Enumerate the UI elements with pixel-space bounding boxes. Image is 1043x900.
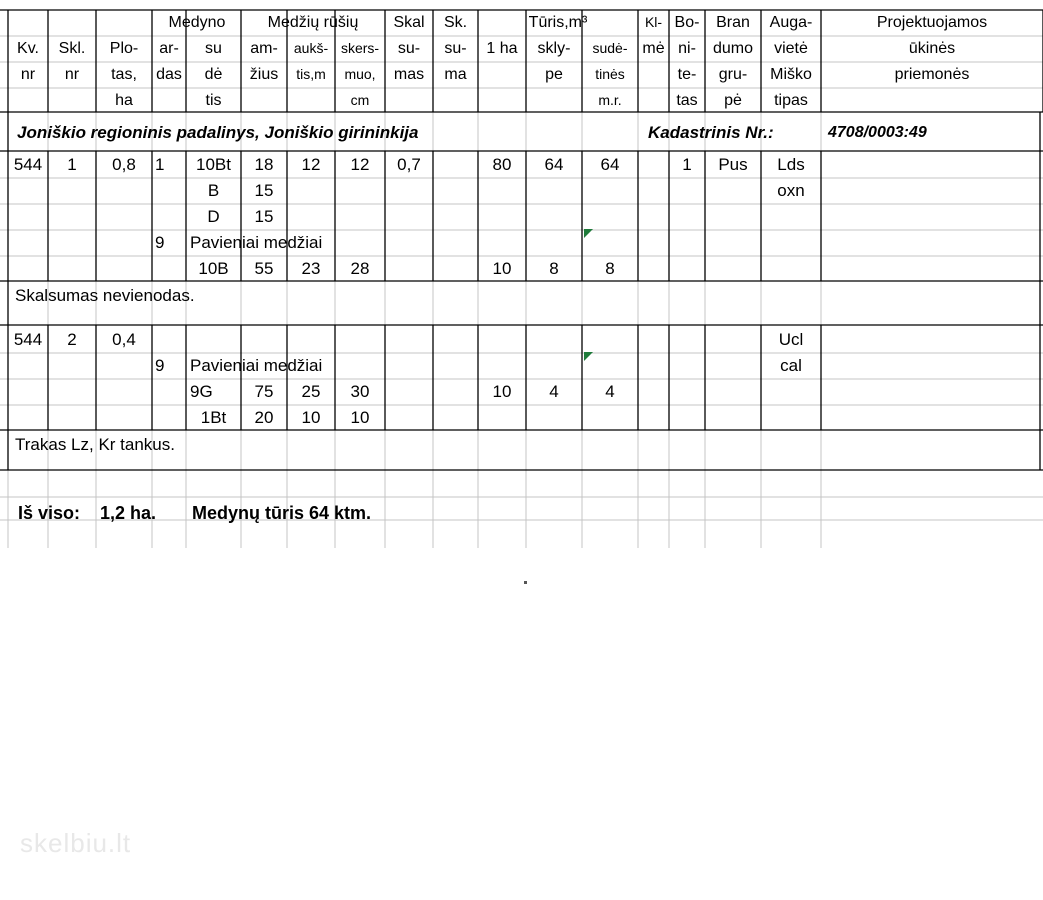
header-tism: tis,m: [296, 66, 326, 82]
header-su-2: su-: [397, 40, 421, 57]
header-sk: Sk.: [443, 14, 468, 31]
header-pe: pe: [545, 66, 563, 83]
stand1-single-diam: 28: [350, 259, 370, 278]
header-kv: Kv.: [17, 40, 39, 57]
stand2-single-ardas: 9: [155, 356, 165, 375]
stand1-misko-tipas: oxn: [777, 181, 805, 200]
total-area: 1,2 ha.: [100, 503, 157, 523]
header-1ha: 1 ha: [486, 40, 518, 57]
stand2-r1-age: 75: [254, 382, 274, 401]
header-skal: Skal: [393, 14, 425, 31]
header-plo: Plo-: [109, 40, 139, 57]
stand2-r1-species: 9G: [190, 382, 213, 401]
header-bran: Bran: [716, 14, 750, 31]
header-su: su: [205, 40, 222, 57]
cadastral-value: 4708/0003:49: [828, 124, 927, 141]
stand1-single-ardas: 9: [155, 233, 165, 252]
header-mr: m.r.: [598, 92, 622, 108]
stand1-turis-sudetines: 64: [600, 155, 620, 174]
header-projektuojamos: Projektuojamos: [876, 14, 988, 31]
watermark-logo: skelbiu.lt: [20, 828, 132, 858]
header-zius: žius: [249, 66, 279, 83]
stand1-note: Skalsumas nevienodas.: [15, 286, 195, 305]
stand2-single-label: Pavieniai medžiai: [190, 356, 323, 375]
header-mas: mas: [393, 66, 425, 83]
header-viete: vietė: [774, 40, 808, 57]
stand1-kv: 544: [13, 155, 43, 174]
cadastral-label: Kadastrinis Nr.:: [648, 123, 774, 142]
header-dumo: dumo: [712, 40, 754, 57]
stand2-augaviete: Ucl: [778, 330, 804, 349]
header-skers: skers-: [340, 40, 380, 56]
stand1-bonitetas: 1: [682, 155, 692, 174]
stand1-ardas: 1: [155, 155, 165, 174]
stand2-r2-species: 1Bt: [200, 408, 227, 427]
stand2-r1-t3: 4: [605, 382, 615, 401]
stand1-single-label: Pavieniai medžiai: [190, 233, 323, 252]
stand1-skalsumas: 0,7: [397, 155, 421, 174]
header-medyno: Medyno: [168, 14, 226, 31]
header-ha: ha: [115, 92, 133, 109]
stand2-r1-diam: 30: [350, 382, 370, 401]
header-ukines: ūkinės: [908, 40, 956, 57]
stand2-r1-height: 25: [301, 382, 321, 401]
header-priemones: priemonės: [894, 66, 970, 83]
header-medziu-rusiu: Medžių rūšių: [267, 14, 359, 31]
stand2-r1-t2: 4: [549, 382, 559, 401]
header-tipas: tipas: [774, 92, 808, 109]
stand2-plotas: 0,4: [112, 330, 136, 349]
header-turis: Tūris,m³: [528, 14, 588, 31]
header-nr-kv: nr: [20, 66, 36, 83]
header-tas-2: tas: [676, 92, 698, 109]
stand2-misko-tipas: cal: [780, 356, 802, 375]
header-kl: Kl-: [644, 14, 663, 30]
header-ni: ni-: [678, 40, 696, 57]
stand1-turis-ha: 80: [492, 155, 512, 174]
stand1-skl: 1: [67, 155, 77, 174]
stand1-single-age: 55: [254, 259, 274, 278]
stand1-row3-age: 15: [254, 207, 274, 226]
header-ar: ar-: [159, 40, 179, 57]
header-am: am-: [250, 40, 278, 57]
stand1-row2-age: 15: [254, 181, 274, 200]
stand2-r2-age: 20: [254, 408, 274, 427]
header-skly: skly-: [537, 40, 571, 57]
stand1-sudetis: 10Bt: [196, 155, 231, 174]
stand1-amzius: 18: [254, 155, 274, 174]
header-de: dė: [204, 66, 223, 83]
stand1-single-species: 10B: [198, 259, 229, 278]
stand2-note: Trakas Lz, Kr tankus.: [15, 435, 175, 454]
location-unit: Joniškio regioninis padalinys, Joniškio girininkija: [17, 123, 419, 142]
header-cm: cm: [350, 92, 370, 108]
comment-marker: [584, 229, 593, 238]
header-muo: muo,: [344, 66, 376, 82]
comment-marker-2: [584, 352, 593, 361]
stand2-r2-diam: 10: [350, 408, 370, 427]
stand1-single-height: 23: [301, 259, 321, 278]
header-bo: Bo-: [674, 14, 700, 31]
stand2-r1-t1: 10: [492, 382, 512, 401]
stand1-row2-species: B: [207, 181, 220, 200]
header-ma: ma: [444, 66, 467, 83]
stand1-skersmuo: 12: [350, 155, 370, 174]
total-volume: Medynų tūris 64 ktm.: [192, 503, 372, 523]
header-tis: tis: [205, 92, 222, 109]
stand1-single-t1: 10: [492, 259, 512, 278]
header-nr-skl: nr: [64, 66, 80, 83]
stand1-augaviete: Lds: [777, 155, 805, 174]
header-auga: Auga-: [769, 14, 813, 31]
header-tines: tinės: [595, 66, 625, 82]
header-tas: tas,: [111, 66, 137, 83]
header-pe-2: pė: [724, 92, 742, 109]
stand2-kv: 544: [13, 330, 43, 349]
stand1-turis-sklype: 64: [544, 155, 564, 174]
stand2-r2-height: 10: [301, 408, 321, 427]
stand1-single-t2: 8: [549, 259, 559, 278]
header-me: mė: [642, 40, 665, 57]
stand1-brandumo: Pus: [718, 155, 748, 174]
total-label: Iš viso:: [18, 503, 81, 523]
stand1-plotas: 0,8: [112, 155, 136, 174]
header-das: das: [156, 66, 182, 83]
stand1-aukstis: 12: [301, 155, 321, 174]
stray-dot: [524, 581, 527, 584]
stand2-skl: 2: [67, 330, 77, 349]
header-gru: gru-: [718, 66, 748, 83]
header-skl: Skl.: [58, 40, 86, 57]
header-te: te-: [677, 66, 697, 83]
header-misko: Miško: [770, 66, 812, 83]
header-su-3: su-: [444, 40, 467, 57]
header-auks: aukš-: [293, 40, 329, 56]
header-sude: sudė-: [592, 40, 628, 56]
stand1-single-t3: 8: [605, 259, 615, 278]
stand1-row3-species: D: [207, 207, 220, 226]
